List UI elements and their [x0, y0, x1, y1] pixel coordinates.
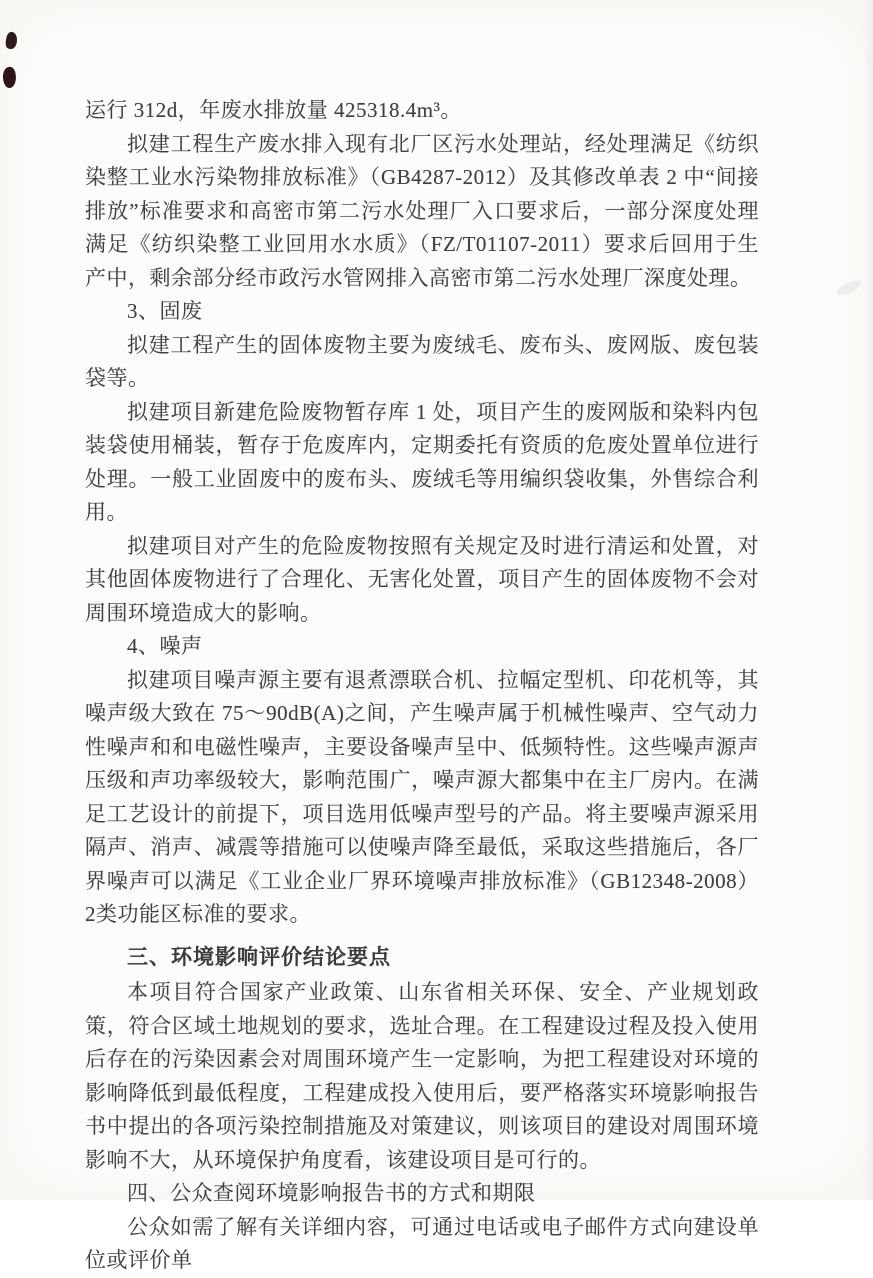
subheading-noise: 4、噪声: [127, 634, 203, 658]
paragraph-wastewater-volume: 运行 312d，年废水排放量 425318.4m³。: [85, 98, 462, 122]
section-heading-public-review: 四、公众查阅环境影响报告书的方式和期限: [127, 1181, 536, 1205]
binding-ink-mark-bottom: [2, 66, 17, 88]
scan-smudge-right-edge: [835, 278, 863, 298]
paragraph-hazardous-waste-disposal: 拟建项目对产生的危险废物按照有关规定及时进行清运和处置，对其他固体废物进行了合理化、无害化处置，项目产生的固体废物不会对周围环境造成大的影响。: [85, 533, 759, 625]
subheading-solid-waste: 3、固废: [127, 299, 203, 323]
paragraph-solid-waste-types: 拟建工程产生的固体废物主要为废绒毛、废布头、废网版、废包装袋等。: [85, 332, 759, 390]
page-edge-shadow: [863, 0, 873, 1200]
paragraph-wastewater-treatment: 拟建工程生产废水排入现有北厂区污水处理站，经处理满足《纺织染整工业水污染物排放标准》（GB4287-2012）及其修改单表 2 中“间接排放”标准要求和高密市第二污水处理厂入口要求后，一部分深度处理满足《纺织染整工业回用水水质》（FZ/T01107-2011）要求后回用于生产中，剩余部分经市政污水管网排入高密市第二污水处理厂深度处理。: [85, 131, 759, 290]
paragraph-eia-conclusion: 本项目符合国家产业政策、山东省相关环保、安全、产业规划政策，符合区域土地规划的要求，选址合理。在工程建设过程及投入使用后存在的污染因素会对周围环境产生一定影响，为把工程建设对环境的影响降低到最低程度，工程建成投入使用后，要严格落实环境影响报告书中提出的各项污染控制措施及对策建议，则该项目的建设对周围环境影响不大，从环境保护角度看，该建设项目是可行的。: [85, 980, 759, 1172]
paragraph-hazardous-waste-storage: 拟建项目新建危险废物暂存库 1 处，项目产生的废网版和染料内包装袋使用桶装，暂存于危废库内，定期委托有资质的危废处置单位进行处理。一般工业固废中的废布头、废绒毛等用编织袋收集，外售综合利用。: [85, 399, 759, 524]
document-body: [85, 94, 759, 1278]
paragraph-public-contact: 公众如需了解有关详细内容，可通过电话或电子邮件方式向建设单位或评价单: [85, 1214, 759, 1272]
paragraph-noise-sources: 拟建项目噪声源主要有退煮漂联合机、拉幅定型机、印花机等，其噪声级大致在 75～90dB(A)之间，产生噪声属于机械性噪声、空气动力性噪声和和电磁性噪声，主要设备噪声呈中、低频特性。这些噪声源声压级和声功率级较大，影响范围广，噪声源大都集中在主厂房内。在满足工艺设计的前提下，项目选用低噪声型号的产品。将主要噪声源采用隔声、消声、减震等措施可以使噪声降至最低，采取这些措施后，各厂界噪声可以满足《工业企业厂界环境噪声排放标准》（GB12348-2008）2类功能区标准的要求。: [85, 667, 759, 926]
binding-ink-mark-top: [5, 31, 18, 49]
section-heading-eia-conclusion: 三、环境影响评价结论要点: [127, 945, 391, 969]
